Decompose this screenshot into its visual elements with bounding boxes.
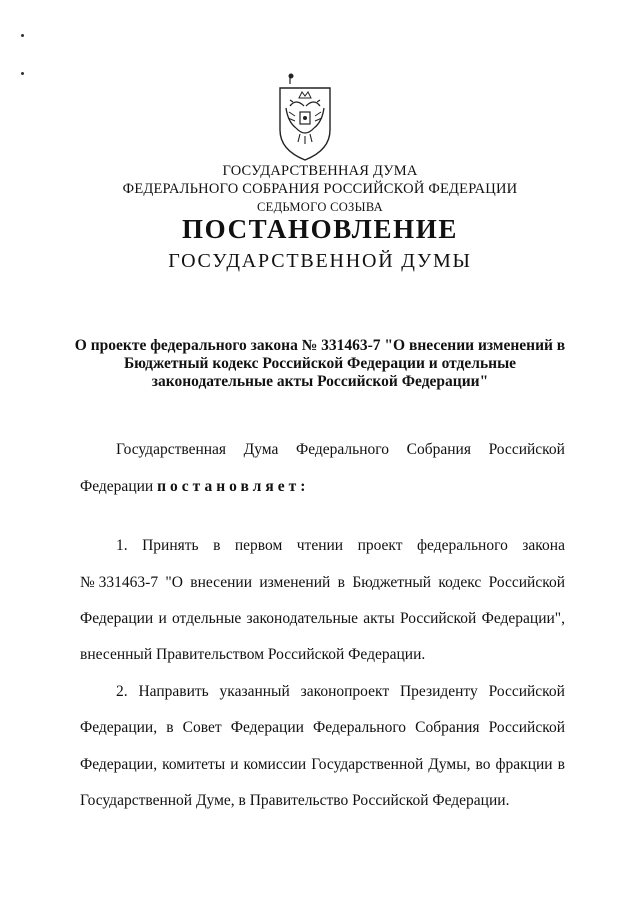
word: № 331463-7 xyxy=(80,574,159,591)
word: Российской xyxy=(488,719,565,736)
word: в xyxy=(557,756,565,773)
word: Федерации xyxy=(230,719,304,736)
word: Совет xyxy=(182,719,222,736)
word: федерального xyxy=(417,537,508,554)
word: Собрания xyxy=(415,719,480,736)
word: Российской xyxy=(488,574,565,591)
word: в xyxy=(166,719,174,736)
item1-line-2 xyxy=(80,574,565,592)
word: Государственная xyxy=(116,441,227,458)
scan-speck xyxy=(21,72,24,75)
word: Федерального xyxy=(313,719,407,736)
word: и xyxy=(158,610,167,627)
word: акты xyxy=(363,610,395,627)
word: Российской xyxy=(488,441,565,458)
word: Федерации xyxy=(80,610,154,627)
preamble-line-2 xyxy=(80,478,565,496)
word: Федерации xyxy=(80,478,154,495)
word: во xyxy=(475,756,491,773)
word: Собрания xyxy=(406,441,471,458)
word: Думы, xyxy=(428,756,471,773)
org-line-2: ФЕДЕРАЛЬНОГО СОБРАНИЯ РОССИЙСКОЙ ФЕДЕРАЦИИ xyxy=(122,181,518,197)
word: Президенту xyxy=(399,683,478,700)
org-line-1: ГОСУДАРСТВЕННАЯ ДУМА xyxy=(222,163,418,179)
word: законодательные xyxy=(246,610,359,627)
document-title: ПОСТАНОВЛЕНИЕ xyxy=(182,214,458,244)
word: первом xyxy=(234,537,283,554)
word: фракции xyxy=(495,756,553,773)
item2-line-2 xyxy=(80,719,565,737)
item1-line-4: внесенный Правительством Российской Федерации. xyxy=(80,646,426,663)
word: в xyxy=(337,574,345,591)
word: в xyxy=(213,537,221,554)
scan-speck xyxy=(21,34,24,37)
word: Дума xyxy=(243,441,279,458)
word: 2. xyxy=(116,683,128,700)
word: отдельные xyxy=(172,610,242,627)
item2-line-1 xyxy=(116,683,565,701)
word: "О xyxy=(165,574,183,591)
item1-line-3 xyxy=(80,610,565,628)
preamble-line-1 xyxy=(116,441,565,459)
word: 1. xyxy=(116,537,128,554)
resolves-verb: постановляет: xyxy=(157,478,310,495)
word: изменений xyxy=(259,574,331,591)
org-line-3: СЕДЬМОГО СОЗЫВА xyxy=(257,200,383,214)
subject-line-2: Бюджетный кодекс Российской Федерации и отдельные xyxy=(123,355,517,372)
word: внесении xyxy=(190,574,253,591)
word: проект xyxy=(357,537,403,554)
item1-line-1 xyxy=(116,537,565,555)
word: Принять xyxy=(142,537,199,554)
word: и xyxy=(230,756,239,773)
word: комиссии xyxy=(243,756,307,773)
item2-line-4: Государственной Думе, в Правительство Российской Федерации. xyxy=(80,792,510,809)
document-subtitle: ГОСУДАРСТВЕННОЙ ДУМЫ xyxy=(168,250,472,272)
word: Федерации, xyxy=(80,719,158,736)
word: кодекс xyxy=(438,574,482,591)
word: комитеты xyxy=(162,756,226,773)
word: законопроект xyxy=(300,683,390,700)
word: закона xyxy=(522,537,565,554)
word: Российской xyxy=(399,610,477,627)
coat-of-arms-emblem xyxy=(276,72,334,164)
word: Федерации, xyxy=(80,756,158,773)
word: указанный xyxy=(219,683,290,700)
word: Федерации", xyxy=(481,610,565,627)
word: Направить xyxy=(138,683,209,700)
word: Государственной xyxy=(311,756,424,773)
word: Российской xyxy=(488,683,565,700)
word: чтении xyxy=(296,537,344,554)
word: Федерального xyxy=(295,441,390,458)
word: Бюджетный xyxy=(352,574,432,591)
subject-line-3: законодательные акты Российской Федерации" xyxy=(151,373,489,390)
item2-line-3 xyxy=(80,756,565,774)
subject-line-1: О проекте федерального закона № 331463-7 "О внесении изменений в xyxy=(74,337,566,354)
